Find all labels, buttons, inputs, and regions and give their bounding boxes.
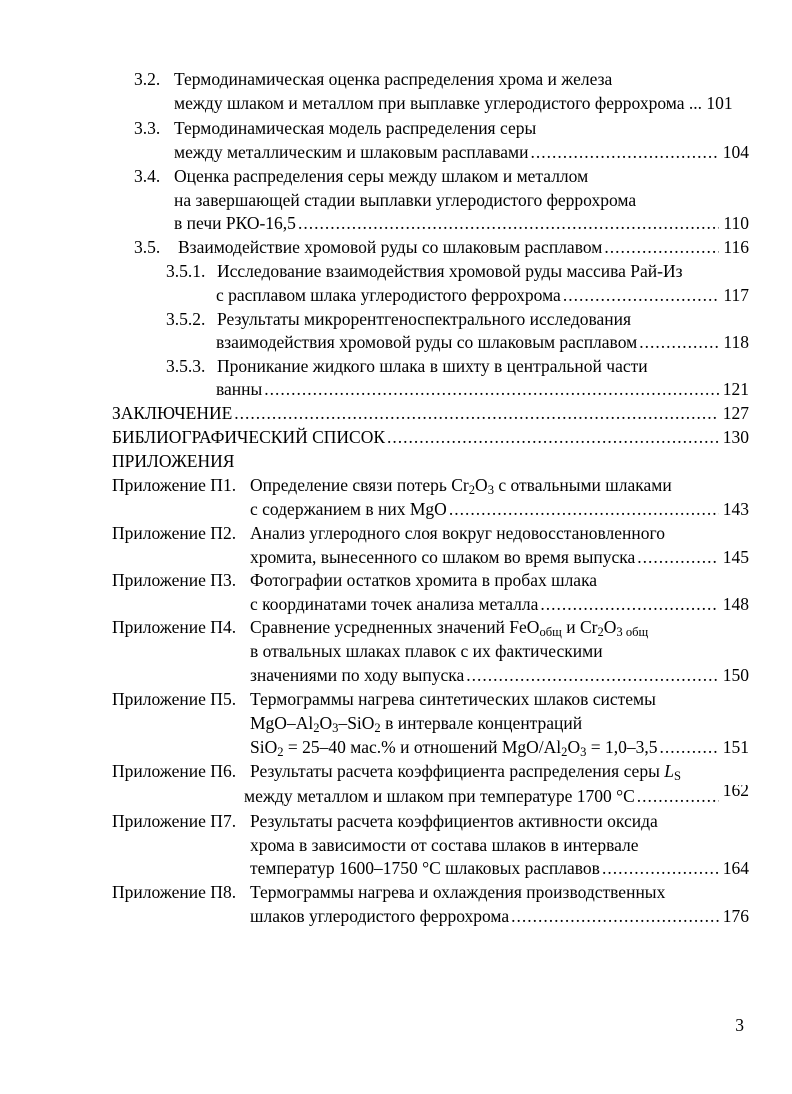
toc-entry-p7-leader — [250, 857, 749, 880]
toc-entry-3-5-2 — [166, 308, 632, 331]
toc-entry-3-5 — [134, 236, 749, 259]
toc-title-cont: ванны — [216, 379, 263, 399]
toc-entry-3-2 — [134, 68, 613, 91]
toc-title-cont: MgO–$Al_2O_3-SiO_2$ в интервале концентраций — [250, 713, 583, 736]
appendix-label: Приложение П4. — [112, 617, 237, 637]
toc-number: 3.4. — [134, 166, 161, 186]
toc-entry-3-3-leader — [174, 141, 749, 164]
toc-page-number: 145 — [722, 547, 749, 567]
toc-number: 3.3. — [134, 118, 161, 138]
toc-title: Определение связи потерь $Cr_2O_3$ с отвальными шлаками — [250, 475, 672, 498]
toc-entry-p7 — [112, 810, 658, 833]
toc-title-cont: в печи РКО-16,5 — [174, 213, 296, 233]
toc-title-cont: SiO$_2$ = 25–40 мас.% и отношений MgO/$Al_2O_3 = 1,0-3,5$ — [250, 737, 658, 759]
toc-page-number: 150 — [722, 665, 749, 685]
appendix-label: Приложение П2. — [112, 523, 237, 543]
toc-entry-p5 — [112, 688, 656, 711]
toc-title: Результаты микрорентгеноспектрального исследования — [217, 309, 632, 329]
dot-leader — [563, 284, 720, 307]
toc-page-number: 176 — [722, 906, 749, 926]
toc-title-cont: хромита, вынесенного со шлаком во время выпуска — [250, 547, 636, 567]
toc-title: Результаты расчета коэффициентов активности оксида — [250, 811, 658, 831]
toc-title-cont: между металлом и шлаком при температуре 1700 °С — [244, 786, 635, 806]
appendix-label: Приложение П5. — [112, 689, 237, 709]
toc-entry-3-2-cont — [174, 92, 733, 115]
appendix-label: Приложение П7. — [112, 811, 237, 831]
toc-entry-3-4 — [134, 165, 589, 188]
toc-entry-p4-cont — [250, 640, 603, 663]
toc-entry-p6 — [112, 760, 681, 784]
dot-leader — [449, 498, 719, 521]
toc-title: Термограммы нагрева и охлаждения производственных — [250, 882, 666, 902]
dot-leader — [264, 378, 718, 401]
toc-page-number: 127 — [722, 403, 749, 423]
dot-leader — [298, 212, 719, 235]
toc-title: Результаты расчета коэффициента распределения серы $L_S$ — [250, 761, 681, 784]
toc-page-number: 116 — [723, 237, 749, 257]
dot-leader — [511, 905, 719, 928]
toc-title-cont: с содержанием в них MgO — [250, 499, 447, 519]
toc-title-cont: с расплавом шлака углеродистого феррохрома — [216, 285, 561, 305]
toc-page-number: 121 — [722, 379, 749, 399]
page-number: 3 — [735, 1015, 744, 1035]
toc-entry-p2-leader — [250, 546, 749, 569]
toc-title-cont: шлаков углеродистого феррохрома — [250, 906, 510, 926]
toc-title-cont: на завершающей стадии выплавки углеродистого феррохрома — [174, 190, 637, 210]
toc-title-cont: значениями по ходу выпуска — [250, 665, 465, 685]
toc-title-cont: взаимодействия хромовой руды со шлаковым расплавом — [216, 332, 638, 352]
toc-page-number: 162 — [722, 785, 749, 800]
toc-entry-p3-leader — [250, 593, 749, 616]
toc-title: Взаимодействие хромовой руды со шлаковым расплавом — [178, 237, 603, 257]
toc-entry-p8 — [112, 881, 666, 904]
appendix-label: Приложение П6. — [112, 761, 237, 781]
toc-entry-3-5-3-leader — [216, 378, 749, 401]
toc-entry-3-5-1 — [166, 260, 683, 283]
toc-entry-p6-leader — [244, 785, 749, 808]
toc-number: 3.2. — [134, 69, 161, 89]
toc-title-cont: в отвальных шлаках плавок с их фактическими — [250, 641, 603, 661]
toc-page-number: 118 — [723, 332, 749, 352]
toc-title: Термодинамическая модель распределения серы — [174, 118, 537, 138]
toc-entry-p5-cont — [250, 712, 582, 735]
dot-leader — [234, 402, 718, 425]
toc-entry-p8-leader — [250, 905, 749, 928]
toc-title: Термограммы нагрева синтетических шлаков системы — [250, 689, 656, 709]
toc-title: Анализ углеродного слоя вокруг недовосстановленного — [250, 523, 665, 543]
toc-number: 3.5.1. — [166, 261, 206, 281]
toc-page-number: 104 — [722, 142, 749, 162]
dot-leader — [637, 785, 719, 808]
dot-leader — [530, 141, 718, 164]
toc-title: Оценка распределения серы между шлаком и металлом — [174, 166, 589, 186]
toc-page-number: 130 — [722, 427, 749, 447]
toc-entry-3-3 — [134, 117, 537, 140]
toc-title: Сравнение усредненных значений FeO$_{общ}$ и $Cr_2O_{3 общ}$ — [250, 617, 649, 640]
toc-entry-p1 — [112, 474, 672, 498]
toc-entry-p5-leader — [250, 736, 749, 759]
toc-title-cont: с координатами точек анализа металла — [250, 594, 539, 614]
toc-page-number: 117 — [723, 285, 749, 305]
dot-leader — [660, 736, 719, 759]
toc-entry-p2 — [112, 522, 665, 545]
toc-page-number: 151 — [722, 737, 749, 757]
toc-title: Термодинамическая оценка распределения хрома и железа — [174, 69, 613, 89]
toc-entry-3-4-leader — [174, 212, 749, 235]
toc-page-number: 143 — [722, 499, 749, 519]
toc-title: Фотографии остатков хромита в пробах шлака — [250, 570, 598, 590]
toc-entry-p4-leader — [250, 664, 749, 687]
toc-entry-3-5-1-leader — [216, 284, 749, 307]
toc-title: БИБЛИОГРАФИЧЕСКИЙ СПИСОК — [112, 427, 386, 447]
toc-title: Проникание жидкого шлака в шихту в центральной части — [217, 356, 648, 376]
toc-title: ПРИЛОЖЕНИЯ — [112, 451, 235, 471]
toc-entry-bibliography — [112, 426, 749, 449]
toc-page-number: 164 — [722, 858, 749, 878]
dot-leader — [540, 593, 718, 616]
toc-title-cont: хрома в зависимости от состава шлаков в интервале — [250, 835, 639, 855]
appendix-label: Приложение П3. — [112, 570, 237, 590]
appendix-label: Приложение П8. — [112, 882, 237, 902]
appendix-label: Приложение П1. — [112, 475, 237, 495]
dot-leader — [387, 426, 719, 449]
toc-title-cont: температур 1600–1750 °С шлаковых расплавов — [250, 858, 600, 878]
dot-leader — [602, 857, 719, 880]
toc-page-number: 148 — [722, 594, 749, 614]
toc-title-cont: между шлаком и металлом при выплавке углеродистого феррохрома ... 101 — [174, 93, 733, 113]
dot-leader — [466, 664, 718, 687]
toc-number: 3.5.3. — [166, 356, 206, 376]
toc-entry-p7-cont — [250, 834, 639, 857]
toc-entry-3-5-2-leader — [216, 331, 749, 354]
dot-leader — [639, 331, 719, 354]
toc-entry-p1-leader — [250, 498, 749, 521]
toc-entry-conclusion — [112, 402, 749, 425]
toc-number: 3.5.2. — [166, 309, 206, 329]
toc-entry-p3 — [112, 569, 598, 592]
toc-entry-p4 — [112, 616, 649, 640]
toc-entry-3-4-cont — [174, 189, 636, 212]
toc-title-cont: между металлическим и шлаковым расплавами — [174, 142, 529, 162]
toc-page-number: 110 — [723, 213, 749, 233]
toc-entry-appendices — [112, 450, 234, 473]
toc-entry-3-5-3 — [166, 355, 648, 378]
toc-title: Исследование взаимодействия хромовой руды массива Рай-Из — [217, 261, 683, 281]
dot-leader — [637, 546, 719, 569]
toc-title: ЗАКЛЮЧЕНИЕ — [112, 403, 233, 423]
toc-number: 3.5. — [134, 237, 161, 257]
dot-leader — [604, 236, 719, 259]
